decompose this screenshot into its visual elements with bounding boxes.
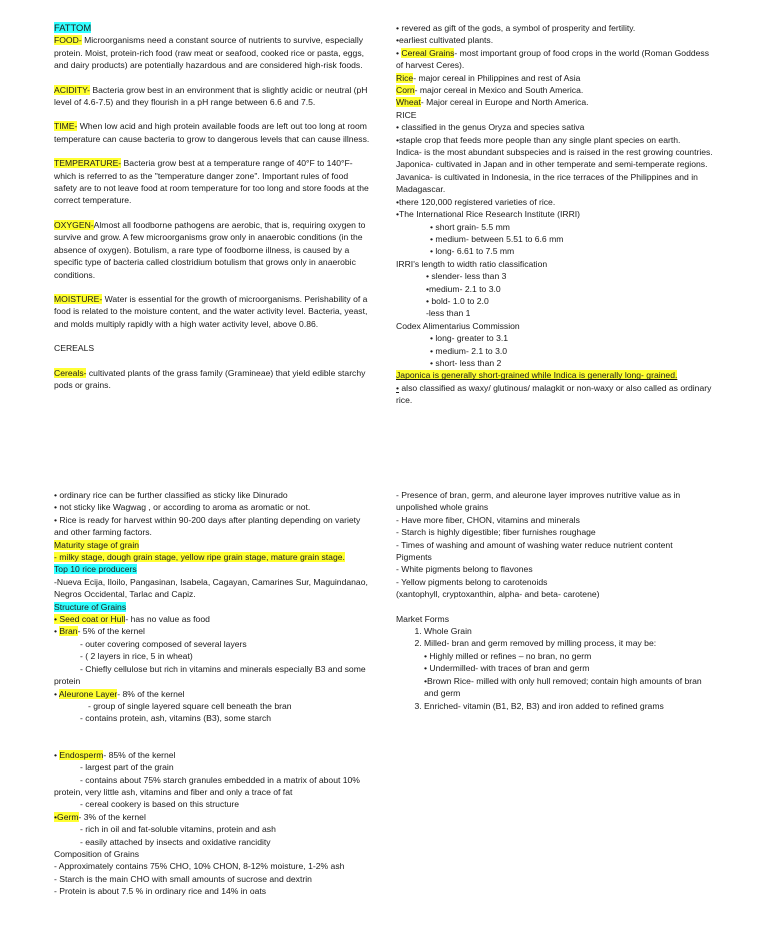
codex-item: • medium- 2.1 to 3.0 [430, 345, 508, 356]
food-paragraph: FOOD- Microorganisms need a constant source of nutrients to survive, especially protein. Moist, protein-rich food (raw meat or seafood, cooked rice or pasta, eggs, and dairy products) are potentially hazardous and are considered high-risk foods. [54, 35, 365, 71]
ratio-item: • bold- 1.0 to 2.0 [426, 295, 489, 306]
codex-item: • short- less than 2 [430, 357, 502, 368]
milled-subitem: •Brown Rice- milled with only hull removed; contain high amounts of bran and germ [424, 675, 702, 699]
pigments-heading: Pigments [396, 552, 432, 563]
waxy-line: • also classified as waxy/ glutinous/ malagkit or non-waxy or also called as ordinary rice. [396, 382, 712, 406]
ratio-item: •medium- 2.1 to 3.0 [426, 283, 501, 294]
endosperm-detail: - largest part of the grain [80, 762, 174, 773]
line: •earliest cultivated plants. [396, 35, 494, 46]
nutrition-item: - Presence of bran, germ, and aleurone layer improves nutritive value as in unpolished whole grains [396, 490, 681, 513]
line: • not sticky like Wagwag , or according to aroma as aromatic or not. [54, 502, 311, 513]
market-form-item: 3. Enriched- vitamin (B1, B2, B3) and iron added to refined grams [424, 700, 714, 712]
line: • classified in the genus Oryza and species sativa [396, 122, 585, 133]
fattom-column [54, 22, 372, 391]
rice-column [396, 22, 714, 407]
moisture-paragraph: MOISTURE- Water is essential for the growth of microorganisms. Perishability of a food is related to the moisture content, and the water activity level. Bacteria, yeast, and molds multiply rapidly with a high water activity level, above 0.86. [54, 293, 368, 329]
irri-item: • long- 6.61 to 7.5 mm [430, 246, 515, 257]
germ-detail: - easily attached by insects and oxidative rancidity [80, 836, 271, 847]
nutrition-item: - Have more fiber, CHON, vitamins and minerals [396, 514, 580, 525]
market-forms-heading: Market Forms [396, 613, 449, 624]
cereal-grains-line: • Cereal Grains- most important group of food crops in the world (Roman Goddess of harvest Ceres). [396, 47, 710, 71]
market-forms-list [396, 625, 714, 712]
market-form-item: 2. Milled- bran and germ removed by milling process, it may be: • Highly milled or refines – no bran, no germ • Undermilled- with traces of bran and germ •Brown Rice- milled with only hull removed; contain high amounts of bran and germ [424, 637, 714, 699]
pigment-item: - White pigments belong to flavones [396, 564, 533, 575]
japonica-note: Japonica is generally short-grained while Indica is generally long- grained. [396, 370, 678, 381]
endosperm-line: • Endosperm- 85% of the kernel [54, 749, 176, 760]
irri-item: • short grain- 5.5 mm [430, 221, 510, 232]
codex-item: • long- greater to 3.1 [430, 333, 509, 344]
acidity-paragraph: ACIDITY- Bacteria grow best in an environment that is slightly acidic or neutral (pH level of 4.6-7.5) and they flourish in a pH range between 6.6 and 7.5. [54, 84, 368, 108]
rice-line: Rice- major cereal in Philippines and rest of Asia [396, 72, 581, 83]
bran-detail: - outer covering composed of several layers [80, 638, 247, 649]
composition-heading: Composition of Grains [54, 848, 140, 859]
germ-detail: - rich in oil and fat-soluble vitamins, protein and ash [80, 824, 276, 835]
composition-item: - Approximately contains 75% CHO, 10% CHON, 8-12% moisture, 1-2% ash [54, 861, 345, 872]
time-paragraph: TIME- When low acid and high protein available foods are left out too long at room temperature can cause bacteria to grow to dangerous levels that can cause illness. [54, 121, 370, 144]
line: Indica- is the most abundant subspecies and is raised in the rest growing countries. [396, 147, 713, 158]
seed-coat-line: • Seed coat or Hull- has no value as food [54, 614, 210, 625]
composition-item: - Starch is the main CHO with small amounts of sucrose and dextrin [54, 873, 312, 884]
nutrition-item: - Times of washing and amount of washing water reduce nutrient content [396, 539, 673, 550]
bran-detail: - ( 2 layers in rice, 5 in wheat) [80, 651, 193, 662]
endosperm-detail: - contains about 75% starch granules embedded in a matrix of about 10% protein, very little ash, vitamins and fiber and only a trace of fat [54, 774, 360, 797]
aleurone-line: • Aleurone Layer- 8% of the kernel [54, 688, 185, 699]
cereals-paragraph: Cereals- cultivated plants of the grass family (Gramineae) that yield edible starchy pods or grains. [54, 367, 366, 390]
structure-heading: Structure of Grains [54, 601, 127, 612]
line: • revered as gift of the gods, a symbol of prosperity and fertility. [396, 23, 636, 33]
cereals-heading: CEREALS [54, 343, 95, 354]
germ-line: •Germ- 3% of the kernel [54, 811, 146, 822]
fattom-title: FATTOM [54, 22, 92, 33]
aleurone-detail: - group of single layered square cell beneath the bran [88, 700, 292, 711]
market-form-item: 1. Whole Grain [424, 625, 714, 637]
top10-text: -Nueva Ecija, Iloilo, Pangasinan, Isabela, Cagayan, Camarines Sur, Maguindanao, Negros Occidental, Tarlac and Capiz. [54, 576, 368, 600]
ratio-item: -less than 1 [426, 308, 471, 319]
grain-structure-column [54, 489, 372, 898]
pigment-item: (xantophyll, cryptoxanthin, alpha- and beta- carotene) [396, 589, 600, 600]
maturity-heading: Maturity stage of grain [54, 539, 140, 550]
line: •The International Rice Research Institute (IRRI) [396, 209, 581, 220]
ratio-item: • slender- less than 3 [426, 271, 507, 282]
wheat-line: Wheat- Major cereal in Europe and North America. [396, 97, 589, 108]
milled-subitem: • Undermilled- with traces of bran and germ [424, 663, 590, 674]
nutrition-item: - Starch is highly digestible; fiber furnishes roughage [396, 527, 596, 538]
codex-heading: Codex Alimentarius Commission [396, 320, 520, 331]
line: Japonica- cultivated in Japan and in other temperate and semi-temperate regions. [396, 159, 708, 170]
temperature-paragraph: TEMPERATURE- Bacteria grow best at a temperature range of 40°F to 140°F- which is referred to as the "temperature danger zone". Important rules of food safety are to not leave food at room temperature for too long and store foods at the correct temperature. [54, 158, 369, 206]
corn-line: Corn- major cereal in Mexico and South America. [396, 85, 584, 96]
milled-subitem: • Highly milled or refines – no bran, no germ [424, 650, 592, 661]
aleurone-detail: - contains protein, ash, vitamins (B3), some starch [80, 713, 272, 724]
line: •there 120,000 registered varieties of rice. [396, 196, 556, 207]
market-forms-column [396, 489, 714, 712]
line: Javanica- is cultivated in Indonesia, in the rice terraces of the Philippines and in Madagascar. [396, 171, 698, 195]
line: • Rice is ready for harvest within 90-200 days after planting depending on variety and other farming factors. [54, 514, 361, 538]
irri-item: • medium- between 5.51 to 6.6 mm [430, 233, 564, 244]
ratio-heading: IRRI's length to width ratio classification [396, 258, 548, 269]
rice-heading: RICE [396, 109, 417, 120]
composition-item: - Protein is about 7.5 % in ordinary rice and 14% in oats [54, 886, 267, 897]
bran-line: • Bran- 5% of the kernel [54, 626, 145, 637]
oxygen-paragraph: OXYGEN-Almost all foodborne pathogens are aerobic, that is, requiring oxygen to survive and grow. A few microorganisms grow only in anaerobic conditions (in the absence of oxygen). Botulism, a rare type of foodborne illness, is caused by a specific type of bacteria called clostridium botulism that grows only in anaerobic conditions. [54, 219, 366, 280]
top10-heading: Top 10 rice producers [54, 564, 137, 575]
bran-detail: - Chiefly cellulose but rich in vitamins and minerals especially B3 and some protein [54, 663, 366, 687]
endosperm-detail: - cereal cookery is based on this structure [80, 799, 240, 810]
line: • ordinary rice can be further classified as sticky like Dinurado [54, 490, 288, 500]
maturity-text: - milky stage, dough grain stage, yellow ripe grain stage, mature grain stage. [54, 552, 345, 563]
line: •staple crop that feeds more people than any single plant species on earth. [396, 134, 681, 145]
pigment-item: - Yellow pigments belong to carotenoids [396, 576, 548, 587]
